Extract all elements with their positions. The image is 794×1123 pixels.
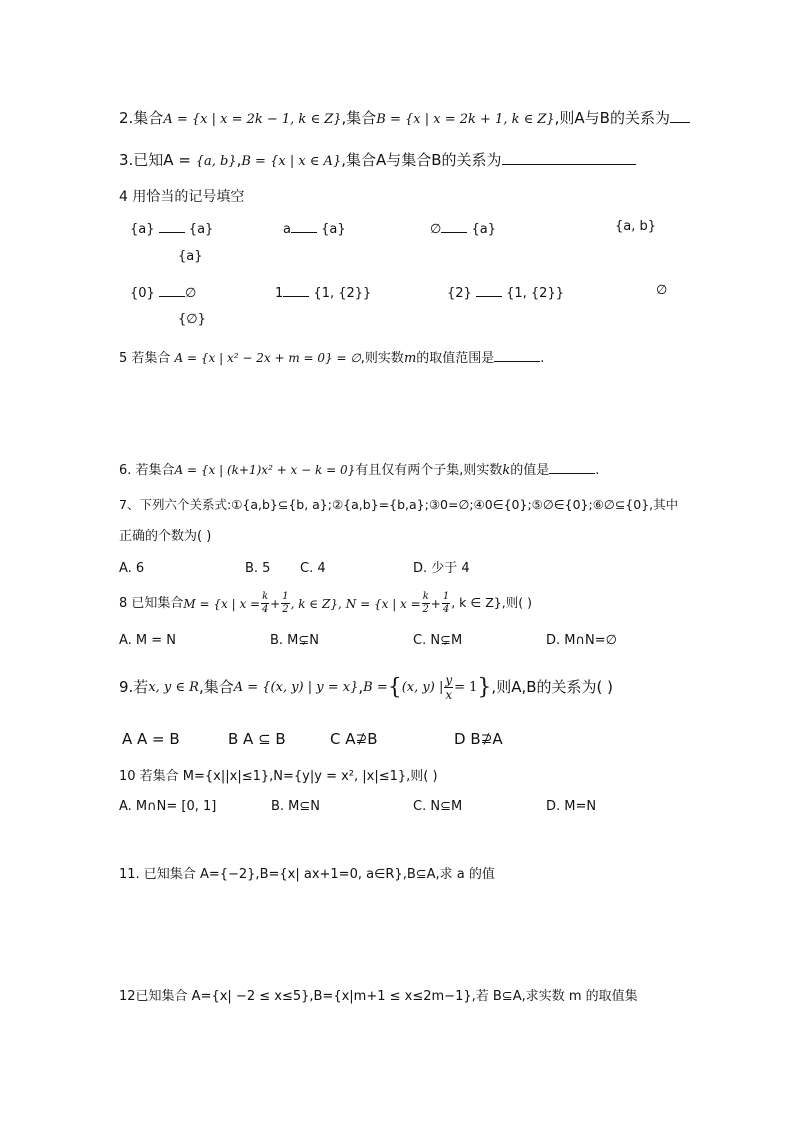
question-8: 8 已知集合 M = {x | x = $\frac{k}{4}$ + $\frac{1}{2}$ , k ∈ Z}, N = {x | x = $\frac{k}{2}$ + $\frac{1}{4}$ , k ∈ Z},则( ): [119, 591, 532, 615]
q10-line-1: 10 若集合 M={x||x|≤1},N={y|y = x², |x|≤1},则( ): [119, 769, 438, 784]
q3-mid: ,: [236, 151, 242, 169]
q7-option-c[interactable]: C. 4: [300, 561, 326, 576]
q10-option-a[interactable]: A. M∩N= [0, 1]: [119, 799, 217, 814]
q9-superset-neq-icon-2: ⊉: [480, 730, 493, 747]
q2-set-a: A = {x | x = 2k − 1, k ∈ Z}: [163, 112, 342, 127]
question-9: 9.若 x, y ∈ R ,集合 A = {(x, y) | y = x} , B = { (x, y) | $\frac{y}{x}$ = 1 } ,则A,B的关系为( ): [119, 673, 613, 702]
q8-frac-2: $\frac{1}{2}$: [282, 591, 289, 615]
q8-option-c[interactable]: C. N⊊M: [413, 633, 463, 648]
q4-r2-item2: 1 {1, {2}}: [275, 286, 372, 301]
question-11: 11. 已知集合 A={−2},B={x| ax+1=0, a∈R},B⊆A,求 a 的值: [119, 867, 495, 882]
question-6: 6. 若集合A = {x | (k+1)x² + x − k = 0}有且仅有两个子集,则实数k的值是 .: [119, 463, 600, 478]
q8-frac-3: $\frac{k}{2}$: [422, 591, 429, 615]
q10-option-c[interactable]: C. N⊆M: [413, 799, 463, 814]
q5-answer-blank[interactable]: [494, 349, 540, 362]
q10-option-b[interactable]: B. M⊆N: [271, 799, 321, 814]
q7-option-b[interactable]: B. 5: [245, 561, 271, 576]
q3-set-b: B = {x | x ∈ A}: [241, 154, 342, 169]
q2-mid: ,集合: [341, 109, 377, 127]
q8-option-a[interactable]: A. M = N: [119, 633, 177, 648]
q5-expr: A = {x | x² − 2x + m = 0} = ∅: [174, 351, 361, 365]
q4-r1-item1: {a} {a}: [130, 222, 214, 237]
q3-answer-blank[interactable]: [502, 152, 636, 165]
q10-option-d[interactable]: D. M=N: [546, 799, 597, 814]
q9-option-c[interactable]: C A ⊉ B: [330, 730, 378, 748]
q3-tail: ,集合A与集合B的关系为: [341, 151, 502, 169]
question-5: 5 若集合 A = {x | x² − 2x + m = 0} = ∅,则实数m的取值范围是 .: [119, 351, 545, 366]
q4-r1-item2: a {a}: [283, 222, 346, 237]
q4-r2-item4: ∅: [656, 283, 668, 298]
q4-blank-2[interactable]: [291, 220, 317, 233]
q3-lead: 3.已知A =: [119, 151, 191, 169]
q8-option-b[interactable]: B. M⊊N: [270, 633, 320, 648]
q4-blank-5[interactable]: [159, 284, 185, 297]
q4-title: 4 用恰当的记号填空: [119, 189, 245, 205]
q4-r1-item4: {a, b}: [615, 219, 657, 234]
question-12: 12已知集合 A={x| −2 ≤ x≤5},B={x|m+1 ≤ x≤2m−1},若 B⊆A,求实数 m 的取值集: [119, 989, 638, 1004]
q4-r1-item3: ∅ {a}: [430, 222, 496, 237]
question-2: [119, 110, 690, 126]
q9-option-a[interactable]: A A = B: [122, 730, 180, 748]
q8-frac-1: $\frac{k}{4}$: [261, 591, 269, 615]
q9-superset-neq-icon: ⊉: [355, 730, 368, 747]
q2-answer-blank[interactable]: [670, 110, 690, 123]
q4-blank-1[interactable]: [159, 220, 185, 233]
q9-option-b[interactable]: B A ⊆ B: [228, 730, 286, 748]
q4-r2-item4-cont: {∅}: [178, 312, 206, 327]
q7-line-1: 7、下列六个关系式:①{a,b}⊆{b, a};②{a,b}={b,a};③0=∅;④0∈{0};⑤∅∈{0};⑥∅⊆{0},其中: [119, 497, 679, 512]
q2-set-b: B = {x | x = 2k + 1, k ∈ Z}: [376, 112, 555, 127]
q7-option-a[interactable]: A. 6: [119, 561, 145, 576]
q9-frac: $\frac{y}{x}$: [445, 673, 453, 702]
q4-blank-7[interactable]: [476, 284, 502, 297]
q6-expr: A = {x | (k+1)x² + x − k = 0}: [174, 463, 356, 477]
q4-r2-item3: {2} {1, {2}}: [447, 286, 564, 301]
q3-set-a: {a, b}: [195, 154, 237, 169]
q7-line-2: 正确的个数为( ): [119, 529, 212, 544]
q4-r1-item4-cont: {a}: [178, 249, 203, 264]
q4-blank-3[interactable]: [441, 220, 467, 233]
question-3: [119, 152, 636, 168]
q7-option-d[interactable]: D. 少于 4: [413, 561, 470, 576]
q2-lead: 2.集合: [119, 109, 164, 127]
q4-blank-6[interactable]: [283, 284, 309, 297]
q9-option-d[interactable]: D B ⊉ A: [454, 730, 503, 748]
q8-frac-4: $\frac{1}{4}$: [442, 591, 450, 615]
q4-r2-item1: {0} ∅: [130, 286, 197, 301]
q2-tail: ,则A与B的关系为: [554, 109, 670, 127]
q6-answer-blank[interactable]: [549, 461, 595, 474]
q8-option-d[interactable]: D. M∩N=∅: [546, 633, 617, 648]
